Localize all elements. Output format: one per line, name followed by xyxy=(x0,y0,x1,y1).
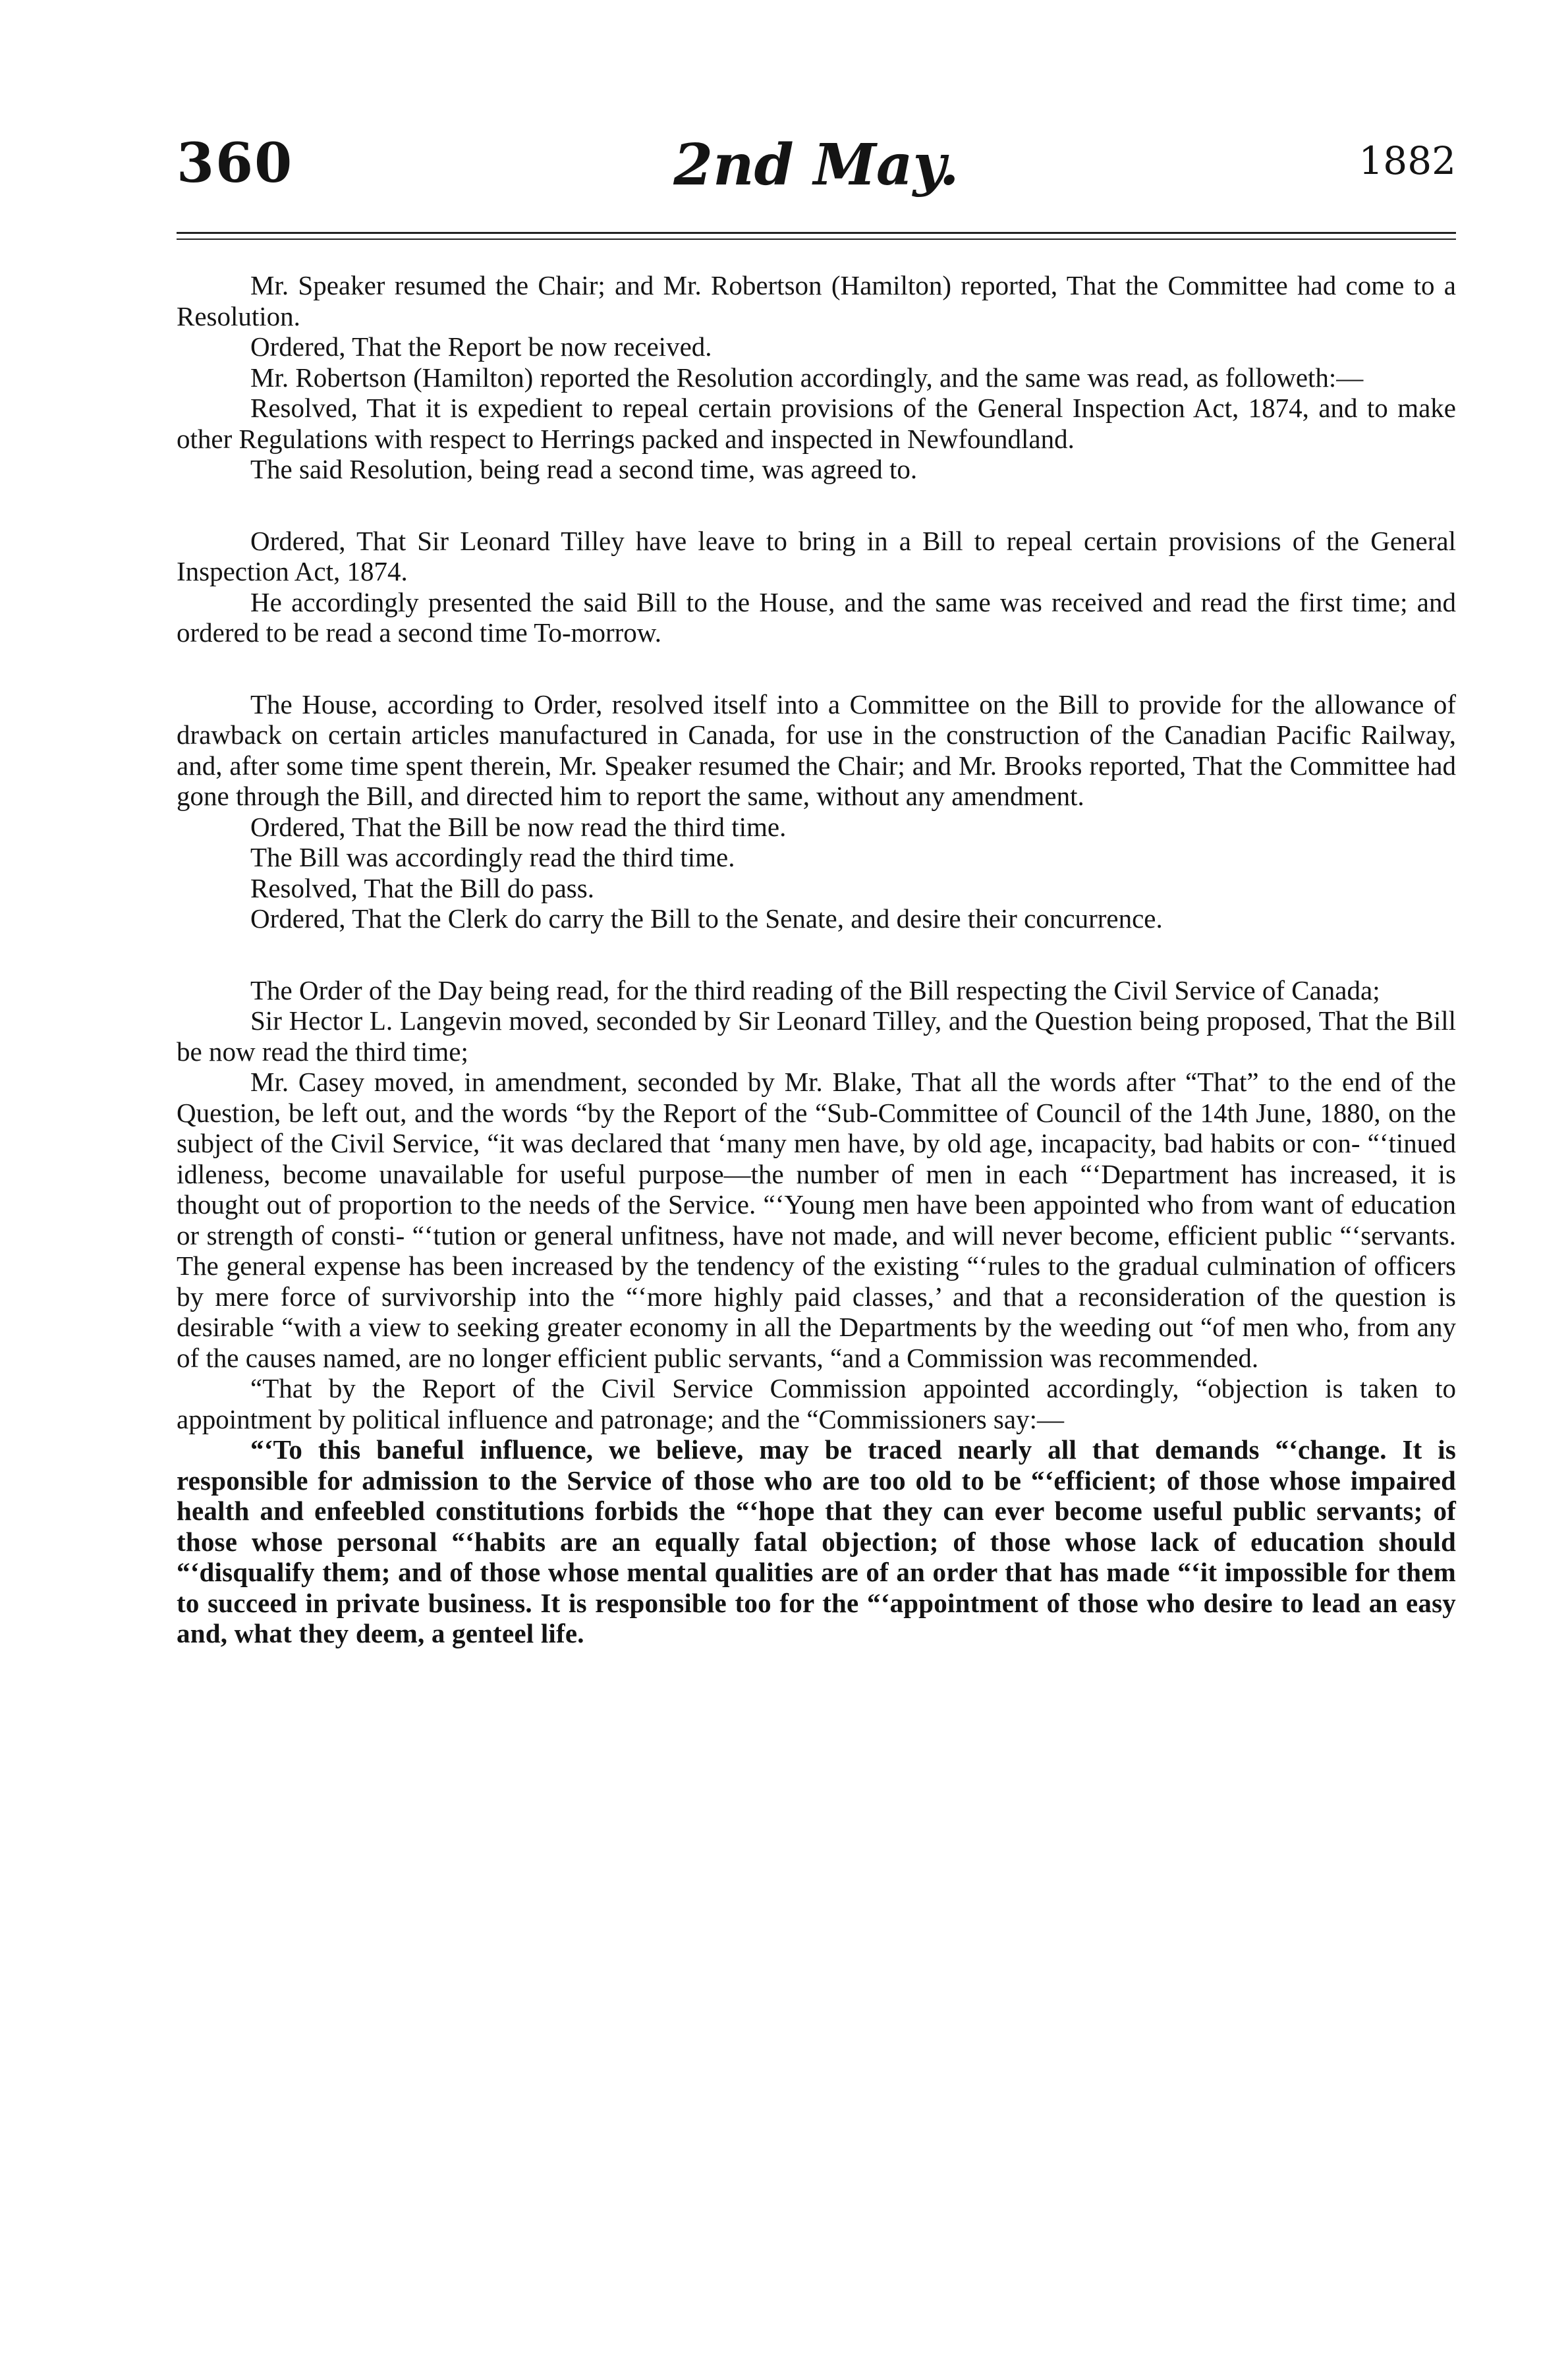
paragraph: Ordered, That Sir Leonard Tilley have leave to bring in a Bill to repeal certain provisions of the General Inspection Act, 1874. xyxy=(177,525,1456,586)
paragraph: He accordingly presented the said Bill to the House, and the same was received and read the first time; and ordered to be read a second time To-morrow. xyxy=(177,586,1456,648)
paragraph: Mr. Casey moved, in amendment, seconded by Mr. Blake, That all the words after “That” to the end of the Question, be left out, and the words “by the Report of the “Sub-Committee of Council of the 14th June, 1880, on the subject of the Civil Service, “it was declared that ‘many men have, by old age, incapacity, bad habits or con- “‘tinued idleness, become unavailable for useful purpose—the number of men in each “‘Department has increased, it is thought out of proportion to the needs of the Service. “‘Young men have been appointed who from want of education or strength of consti- “‘tution or general unfitness, have not made, and will never become, efficient public “‘servants. The general expense has been increased by the tendency of the existing “‘rules to the gradual culmination of officers by mere force of survivorship into the “‘more highly paid classes,’ and that a reconsideration of the question is desirable “with a view to seeking greater economy in all the Departments by the weeding out “of men who, from any of the causes named, are no longer efficient public servants, “and a Commission was recommended. xyxy=(177,1067,1456,1373)
paragraph: Resolved, That it is expedient to repeal certain provisions of the General Inspection Act, 1874, and to make other Regulations with respect to Herrings packed and inspected in Newfoundland. xyxy=(177,393,1456,454)
paragraph: Resolved, That the Bill do pass. xyxy=(250,872,594,903)
page-number: 360 xyxy=(177,132,294,195)
paragraph: Ordered, That the Clerk do carry the Bill to the Senate, and desire their concurrence. xyxy=(250,903,1163,934)
paragraph: The Bill was accordingly read the third time. xyxy=(250,842,735,872)
paragraph: Ordered, That the Report be now received. xyxy=(250,331,712,362)
running-title: 2nd May. xyxy=(673,132,959,198)
paragraph: Mr. Speaker resumed the Chair; and Mr. Robertson (Hamilton) reported, That the Committee had come to a Resolution. xyxy=(177,270,1456,331)
page-header xyxy=(177,132,1456,204)
page-year: 1882 xyxy=(1358,138,1456,183)
paragraph: Sir Hector L. Langevin moved, seconded by Sir Leonard Tilley, and the Question being proposed, That the Bill be now read the third time; xyxy=(177,1005,1456,1067)
header-rule-secondary xyxy=(177,239,1456,240)
paragraph: The Order of the Day being read, for the third reading of the Bill respecting the Civil Service of Canada; xyxy=(250,974,1380,1005)
quoted-paragraph: “‘To this baneful influence, we believe, may be traced nearly all that demands “‘change. It is responsible for admission to the Service of those who are too old to be “‘efficient; of those whose impaired health and enfeebled constitutions forbids the “‘hope that they can ever become useful public servants; of those whose personal “‘habits are an equally fatal objection; of those whose lack of education should “‘disqualify them; and of those whose mental qualities are of an order that has made “‘it impossible for them to succeed in private business. It is responsible too for the “‘appointment of those who desire to lead an easy and, what they deem, a genteel life. xyxy=(177,1434,1456,1648)
header-rule xyxy=(177,232,1456,234)
paragraph: The said Resolution, being read a second time, was agreed to. xyxy=(250,454,918,484)
paragraph: The House, according to Order, resolved itself into a Committee on the Bill to provide for the allowance of drawback on certain articles manufactured in Canada, for use in the construction of the Canadian Pacific Railway, and, after some time spent therein, Mr. Speaker resumed the Chair; and Mr. Brooks reported, That the Committee had gone through the Bill, and directed him to report the same, without any amendment. xyxy=(177,688,1456,811)
paragraph: Mr. Robertson (Hamilton) reported the Resolution accordingly, and the same was read, as followeth:— xyxy=(250,362,1364,393)
journal-body xyxy=(177,270,1456,1649)
paragraph: “That by the Report of the Civil Service Commission appointed accordingly, “objection is taken to appointment by political influence and patronage; and the “Commissioners say:— xyxy=(177,1373,1456,1434)
paragraph: Ordered, That the Bill be now read the third time. xyxy=(250,811,787,842)
